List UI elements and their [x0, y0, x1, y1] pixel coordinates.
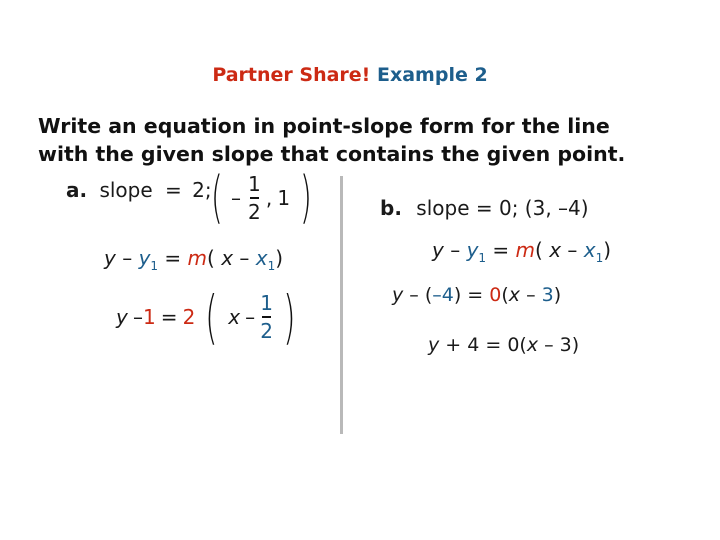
b-sub-zero: 0: [489, 284, 502, 306]
formula-x1-sub: 1: [267, 259, 276, 273]
part-a-equals: =: [165, 178, 182, 202]
b-sub-open: (: [501, 284, 509, 306]
b-formula-open-paren: (: [535, 238, 543, 262]
part-a-point-y: 1: [277, 186, 291, 210]
formula-open-paren: (: [207, 246, 215, 270]
sub-two: 2: [182, 305, 196, 329]
part-a-point-fraction: [248, 171, 261, 225]
sub-frac-den: 2: [260, 318, 273, 343]
b-sub-x: x: [508, 284, 521, 306]
part-a-label: a.: [66, 178, 88, 202]
prompt-line-1: Write an equation in point-slope form for the line: [38, 114, 610, 138]
b-sub-close: ): [553, 284, 562, 306]
sub-equals: =: [160, 305, 178, 329]
b-simp-x: x: [526, 334, 539, 356]
part-a-formula: [104, 246, 284, 273]
sub-y: y: [116, 305, 128, 329]
b-formula-x1: x: [583, 238, 596, 262]
part-a-point-comma: ,: [265, 186, 273, 210]
part-b-substituted: [392, 284, 561, 306]
sub-frac-num: 1: [260, 291, 273, 316]
sub-one: 1: [142, 305, 156, 329]
part-b-text: slope = 0; (3, –4): [416, 196, 589, 220]
part-a-slope-value: 2;: [192, 178, 212, 202]
b-formula-equals: =: [492, 238, 510, 262]
part-b-header: [380, 196, 589, 220]
formula-x1: x: [255, 246, 268, 270]
column-divider: [340, 176, 343, 434]
part-a-neg-sign: –: [230, 186, 241, 210]
right-paren-icon: ): [300, 165, 313, 230]
b-formula-y1-sub: 1: [478, 251, 487, 265]
formula-close-paren: ): [275, 246, 284, 270]
prompt-line-2: with the given slope that contains the given point.: [38, 142, 626, 166]
sub-fraction: [260, 290, 273, 344]
part-a-frac-num: 1: [248, 172, 261, 197]
formula-x: x: [221, 246, 234, 270]
sub-x: x: [228, 305, 241, 329]
b-formula-x: x: [549, 238, 562, 262]
part-b-formula: [432, 238, 612, 265]
b-simp-rest: + 4 = 0(: [439, 334, 527, 356]
formula-y: y: [104, 246, 116, 270]
b-sub-minus: –: [520, 284, 542, 306]
part-a-header: [66, 178, 212, 202]
formula-m: m: [187, 246, 208, 270]
b-formula-minus-2: –: [567, 238, 578, 262]
b-sub-neg4: –4: [432, 284, 454, 306]
b-formula-y: y: [432, 238, 444, 262]
part-b-simplified: [428, 334, 579, 356]
part-b-label: b.: [380, 196, 402, 220]
part-a-point: [206, 165, 317, 234]
formula-y1: y: [138, 246, 151, 270]
b-formula-x1-sub: 1: [595, 251, 604, 265]
title-partner-share: Partner Share!: [212, 64, 371, 86]
title-example: Example 2: [376, 64, 488, 86]
b-sub-three: 3: [541, 284, 554, 306]
b-sub-y: y: [392, 284, 404, 306]
part-a-substituted: [116, 283, 301, 352]
b-formula-y1: y: [466, 238, 479, 262]
b-sub-close-eq: ) =: [453, 284, 490, 306]
formula-equals: =: [164, 246, 182, 270]
part-a-slope-text: slope: [99, 178, 153, 202]
problem-prompt: [38, 112, 625, 168]
sub-right-paren-icon: ): [283, 283, 296, 351]
left-paren-icon: (: [210, 165, 223, 230]
sub-minus: –: [132, 305, 143, 329]
b-simp-tail: – 3): [538, 334, 580, 356]
b-formula-close-paren: ): [603, 238, 612, 262]
b-simp-y: y: [428, 334, 440, 356]
b-formula-minus: –: [450, 238, 461, 262]
sub-minus-2: –: [245, 305, 256, 329]
b-formula-m: m: [515, 238, 536, 262]
formula-y1-sub: 1: [150, 259, 159, 273]
sub-left-paren-icon: (: [205, 283, 218, 351]
formula-minus: –: [122, 246, 133, 270]
b-sub-minus-open: – (: [403, 284, 433, 306]
part-a-frac-den: 2: [248, 199, 261, 224]
formula-minus-2: –: [239, 246, 250, 270]
slide-title: [0, 64, 700, 86]
